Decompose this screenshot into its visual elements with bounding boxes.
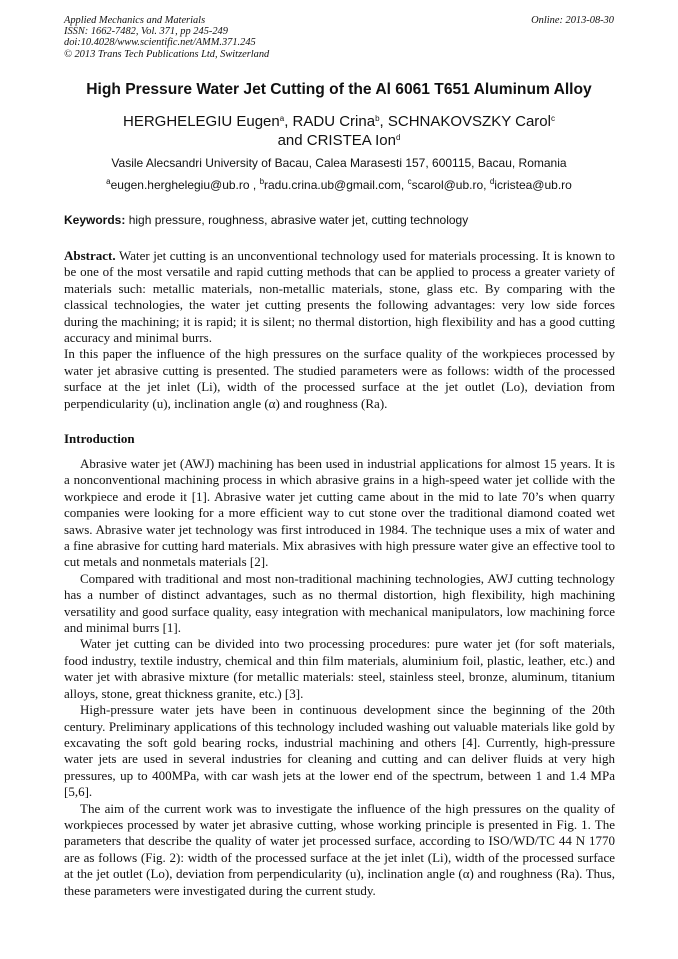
sep: , <box>284 113 293 130</box>
paragraph: Compared with traditional and most non-traditional machining technologies, AWJ cutting technology has a number of distinct advantages, such as no thermal distortion, high flexibility, high machining versatility and good surface quality, easy integration with mechanical manipulators, low machining force and minimal burrs [1]. <box>64 570 615 636</box>
author-sup: a <box>279 114 285 123</box>
email-sup: c <box>407 177 412 186</box>
online-date: Online: 2013-08-30 <box>531 15 614 26</box>
keywords-text: high pressure, roughness, abrasive water jet, cutting technology <box>125 213 469 227</box>
affiliation: Vasile Alecsandri University of Bacau, Calea Marasesti 157, 600115, Bacau, Romania <box>111 156 567 170</box>
introduction-body <box>64 456 615 899</box>
email[interactable]: icristea@ub.ro <box>494 178 572 192</box>
paragraph: Abrasive water jet (AWJ) machining has been used in industrial applications for almost 15 years. It is a nonconventional machining process in which abrasive grains in a high-speed water jet collide with the workpiece and erode it [1]. Abrasive water jet cutting came about in the mid to late 70’s when quarry companies were looking for a more efficient way to cut stone over the traditional diamond coated wet saws. Abrasive water jet technology was first introduced in 1984. The technique uses a mix of water and a fine abrasive for cutting hard materials. Mix abrasives with high pressure water give an effective tool to cut metals and nonmetals materials [2]. <box>64 456 615 570</box>
author: HERGHELEGIU Eugen <box>123 113 280 130</box>
paper-title: High Pressure Water Jet Cutting of the Al 6061 T651 Aluminum Alloy <box>86 81 592 98</box>
author-sup: b <box>375 114 380 123</box>
emails <box>0 178 678 192</box>
author-sup: d <box>395 133 401 142</box>
email-sup: d <box>489 177 495 186</box>
keywords <box>64 213 468 227</box>
copyright: © 2013 Trans Tech Publications Ltd, Switzerland <box>64 48 270 60</box>
doi: doi:10.4028/www.scientific.net/AMM.371.245 <box>64 37 256 49</box>
paragraph: High-pressure water jets have been in continuous development since the beginning of the 20th century. Preliminary applications of this technology included washing out valuable materials like gold by excavating the soft gold bearing rocks, industrial machining and others [4]. Currently, high-pressure water jets are used in several industries for cleaning and cutting and can deliver fluids at very high pressures, up to 400MPa, with car wash jets at the lower end of the spectrum, between 1 and 1.4 MPa [5,6]. <box>64 702 615 800</box>
sep: , <box>379 113 388 130</box>
author: RADU Crina <box>292 113 376 130</box>
abstract-label: Abstract. <box>64 248 116 263</box>
email[interactable]: eugen.herghelegiu@ub.ro , <box>110 178 257 192</box>
email-sup: b <box>259 177 265 186</box>
authors <box>0 112 678 150</box>
author: and CRISTEA Ion <box>277 132 396 149</box>
journal-info <box>64 15 269 60</box>
keywords-label: Keywords: <box>64 213 126 227</box>
abstract-paragraph: In this paper the influence of the high pressures on the surface quality of the workpieces processed by water jet abrasive cutting is presented. The studied parameters were as follows: width of the processed surface at the jet inlet (Li), width of the processed surface at the jet outlet (Lo), deviation from perpendicularity (u), inclination angle (α) and roughness (Ra). <box>64 346 615 411</box>
section-heading: Introduction <box>64 431 135 446</box>
author: SCHNAKOVSZKY Carol <box>387 113 551 130</box>
paragraph: The aim of the current work was to investigate the influence of the high pressures on the quality of workpieces processed by water jet abrasive cutting, whose working principle is presented in Fig. 1. The parameters that describe the quality of water jet processed surface, according to ISO/WD/TC 44 N 1770 are as follows (Fig. 2): width of the processed surface at the jet inlet (Li), width of the processed surface at the jet outlet (Lo), deviation from perpendicularity (u), inclination angle (α) and roughness (Ra). Thus, these parameters were investigated during the current study. <box>64 800 615 898</box>
email[interactable]: scarol@ub.ro, <box>411 178 487 192</box>
email[interactable]: radu.crina.ub@gmail.com, <box>264 178 405 192</box>
email-sup: a <box>106 177 111 186</box>
abstract <box>64 248 615 412</box>
journal-name: Applied Mechanics and Materials <box>64 15 206 26</box>
paragraph: Water jet cutting can be divided into two processing procedures: pure water jet (for soft materials, food industry, textile industry, chemical and thin film materials, aluminium foil, plastic, leather, etc.) and water jet with abrasive mixture (for metallic materials: steel, stainless steel, bronze, aluminum, titanium alloys, stone, great thickness granite, etc.) [3]. <box>64 636 615 701</box>
author-sup: c <box>550 114 555 123</box>
issn: ISSN: 1662-7482, Vol. 371, pp 245-249 <box>64 26 228 38</box>
abstract-paragraph: Water jet cutting is an unconventional technology used for materials processing. It is known to be one of the most versatile and rapid cutting methods that can be applied to process a greater variety of materials such: metallic materials, non-metallic materials, stone, glass etc. By comparing with the classical technologies, the water jet cutting presents the following advantages: very low side forces during the machining; it is rapid; it is silent; no thermal distortion, high flexibility and has a good cutting accuracy and minimal burrs. <box>64 248 615 346</box>
